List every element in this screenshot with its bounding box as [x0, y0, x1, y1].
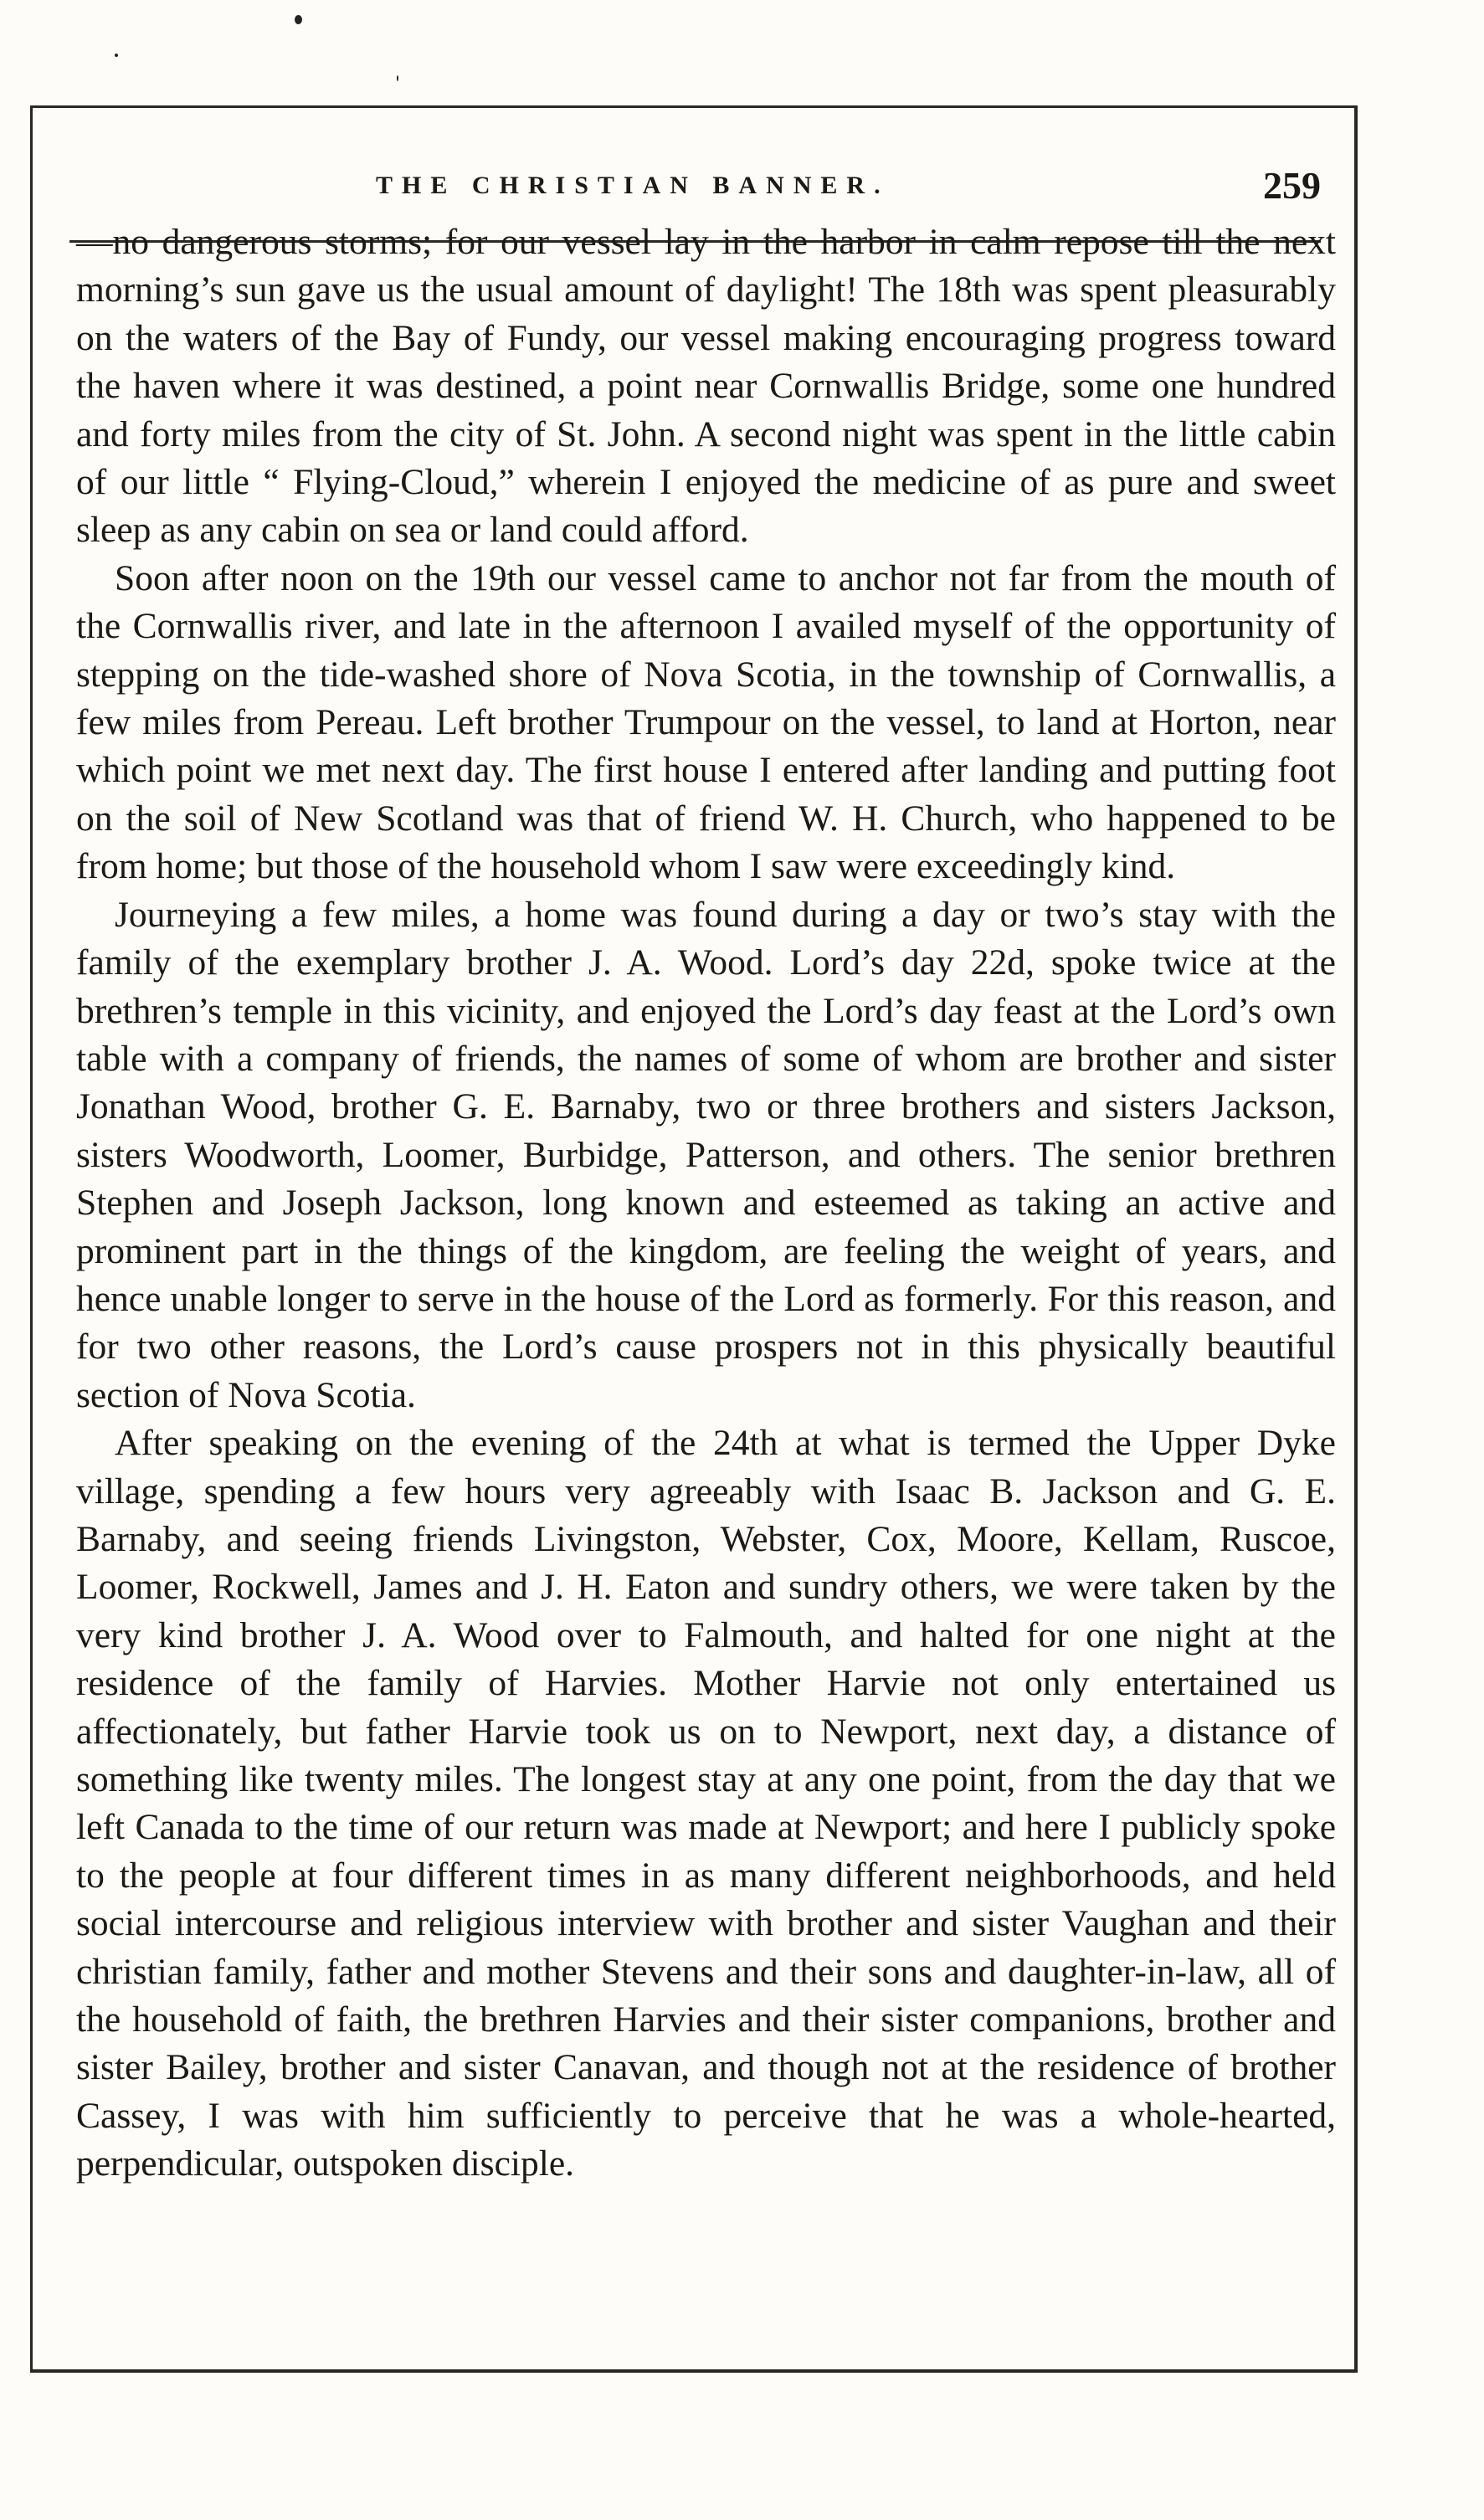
- paragraph-continued: —no dangerous storms; for our vessel lay in the harbor in calm repose till the next morning’s sun gave us the usual amount of daylight! The 18th was spent pleasurably on the waters of the Bay of Fundy, our vessel making encouraging progress toward the haven where it was destined, a point near Cornwallis Bridge, some one hundred and forty miles from the city of St. John. A second night was spent in the little cabin of our little “ Flying-Cloud,” wherein I enjoyed the medicine of as pure and sweet sleep as any cabin on sea or land could afford.: [76, 222, 1336, 551]
- paragraph-newport: After speaking on the evening of the 24th at what is termed the Upper Dyke village, spending a few hours very agreeably with Isaac B. Jackson and G. E. Barnaby, and seeing friends Livingston, Webster, Cox, Moore, Kellam, Ruscoe, Loomer, Rockwell, James and J. H. Eaton and sundry others, we were taken by the very kind brother J. A. Wood over to Falmouth, and halted for one night at the residence of the family of Harvies. Mother Harvie not only entertained us affectionately, but father Harvie took us on to Newport, next day, a distance of something like twenty miles. The longest stay at any one point, from the day that we left Canada to the time of our return was made at Newport; and here I publicly spoke to the people at four different times in as many different neighborhoods, and held social intercourse and religious interview with brother and sister Vaughan and their christian family, father and mother Stevens and their sons and daughter-in-law, all of the household of faith, the brethren Harvies and their sister companions, brother and sister Bailey, brother and sister Canavan, and though not at the residence of brother Cassey, I was with him sufficiently to perceive that he was a whole-hearted, perpendicular, outspoken disciple.: [76, 1423, 1336, 2184]
- paragraph-arrival-cornwallis: Soon after noon on the 19th our vessel came to anchor not far from the mouth of the Cornwallis river, and late in the afternoon I availed myself of the opportunity of stepping on the tide-washed shore of Nova Scotia, in the township of Cornwallis, a few miles from Pereau. Left brother Trumpour on the vessel, to land at Horton, near which point we met next day. The first house I entered after landing and putting foot on the soil of New Scotland was that of friend W. H. Church, who happened to be from home; but those of the household whom I saw were exceedingly kind.: [76, 557, 1336, 887]
- page-number: 259: [1263, 164, 1321, 207]
- page-frame: [30, 105, 1358, 2373]
- running-title: THE CHRISTIAN BANNER.: [376, 172, 890, 199]
- running-head: [33, 141, 1354, 207]
- ink-speck: [295, 15, 302, 24]
- ink-speck: [397, 75, 398, 81]
- ink-speck: [115, 54, 118, 57]
- paragraph-visit-wood: Journeying a few miles, a home was found during a day or two’s stay with the family of the exemplary brother J. A. Wood. Lord’s day 22d, spoke twice at the brethren’s temple in this vicinity, and enjoyed the Lord’s day feast at the Lord’s own table with a company of friends, the names of some of whom are brother and sister Jonathan Wood, brother G. E. Barnaby, two or three brothers and sisters Jackson, sisters Woodworth, Loomer, Burbidge, Patterson, and others. The senior brethren Stephen and Joseph Jackson, long known and esteemed as taking an active and prominent part in the things of the kingdom, are feeling the weight of years, and hence unable longer to serve in the house of the Lord as formerly. For this reason, and for two other reasons, the Lord’s cause prospers not in this physically beautiful section of Nova Scotia.: [76, 894, 1336, 1415]
- article-body: [76, 218, 1336, 2189]
